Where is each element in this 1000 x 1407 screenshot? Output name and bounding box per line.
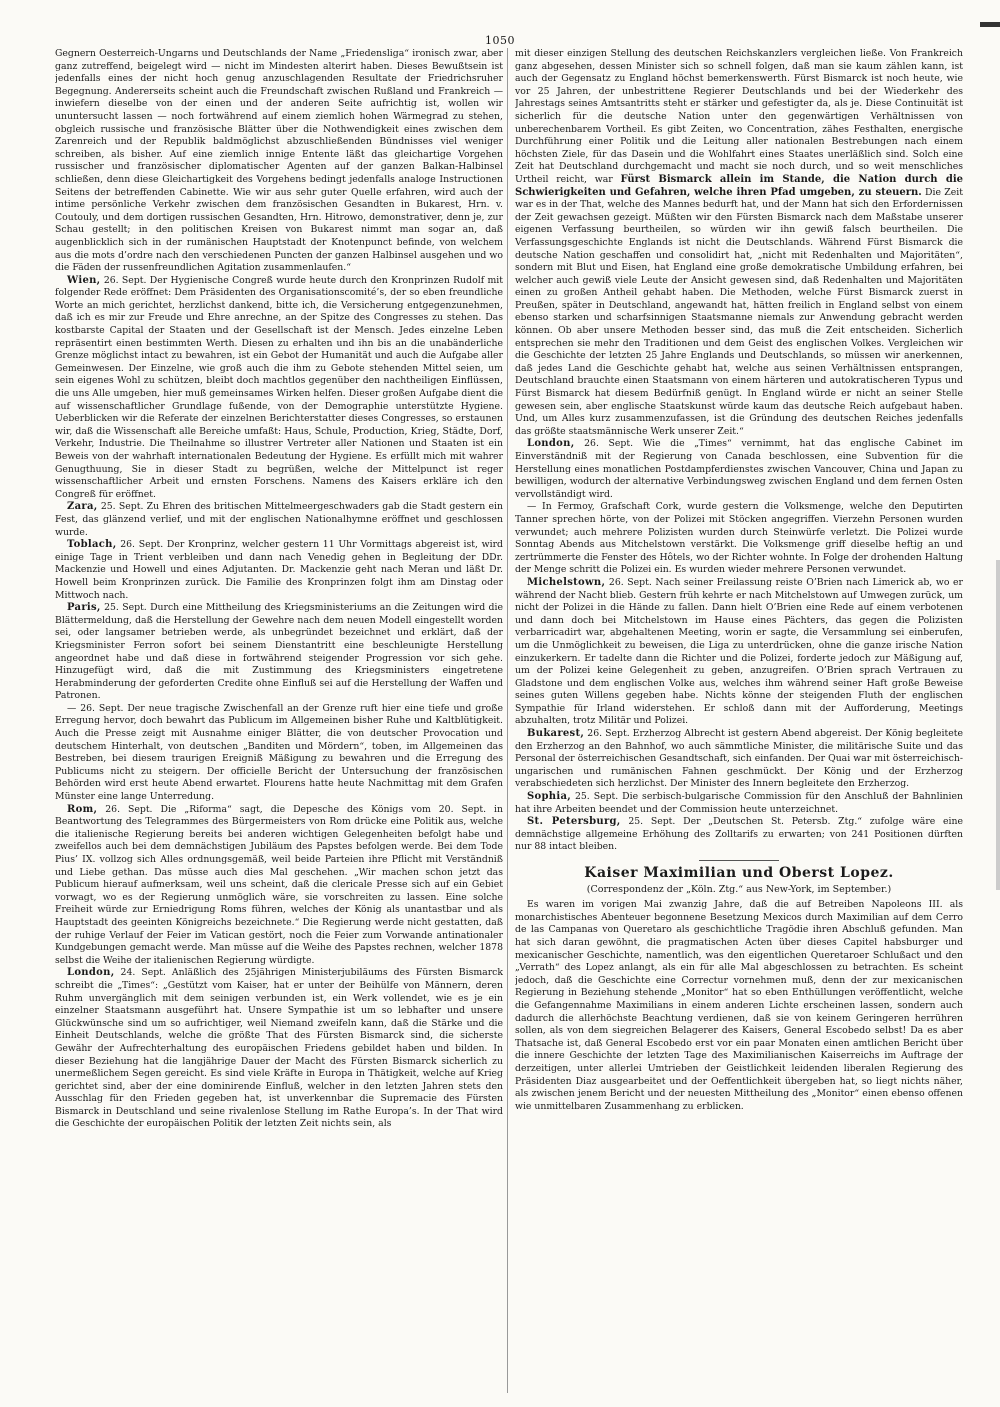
article-paragraph [55,539,503,602]
article-text: 26. Sept. Nach seiner Freilassung reiste O’Brien nach Limerick ab, wo er während der Nacht blieb. Gestern früh kehrte er nach Mitchelstown auf Umwegen zurück, um nicht der Polizei in die Hände zu fallen. Dann hielt O’Brien eine Rede auf einem verbotenen und dann doch bei Mitchelstown im Hause eines Pächters, das gegen die Polizisten verbarricadirt war, abgehaltenen Meeting, worin er sagte, die Versammlung sei einberufen, um die Unmöglichkeit zu beweisen, die Liga zu unterdrücken, ohne die ganze irische Nation einzukerkern. Er tadelte dann die Richter und die Polizei, forderte jedoch zur Mäßigung auf, um der Polizei keine Gelegenheit zu geben, anzugreifen. O’Brien sprach Vertrauen zu Gladstone und dem englischen Volke aus, welches ihm während seiner Haft große Beweise seines guten Willens gegeben habe. Nichts könne der steigenden Fluth der englischen Sympathie für Irland widerstehen. Er schloß dann mit der Aufforderung, Meetings abzuhalten, trotz Militär und Polizei. [515,576,963,727]
page-number: 1050 [485,34,515,47]
dateline-place: Zara, [67,501,98,513]
article-text: 25. Sept. Zu Ehren des britischen Mittelmeergeschwaders gab die Stadt gestern ein Fest, das glänzend verlief, und mit der englischen Nationalhymne eröffnet und geschlossen wurde. [55,501,503,538]
article-text: 26. Sept. Erzherzog Albrecht ist gestern Abend abgereist. Der König begleitete den Erzherzog an den Bahnhof, wo auch sämmtliche Minister, die militärische Suite und das Personal der österreichischen Gesandtschaft, sich einfanden. Der Quai war mit österreichisch-ungarischen und rumänischen Fahnen geschmückt. Der König und der Erzherzog verabschiedeten sich herzlichst. Der Minister des Innern begleitete den Erzherzog. [515,728,963,790]
article-text: 26. Sept. Der Kronprinz, welcher gestern 11 Uhr Vormittags abgereist ist, wird einige Tage in Trient verbleiben und dann nach Venedig gehen in Begleitung der DDr. Mackenzie und Howell und eines Adjutanten. Dr. Mackenzie geht nach Meran und läßt Dr. Howell beim Kronprinzen zurück. Die Familie des Kronprinzen folgt ihm am Dinstag oder Mittwoch nach. [55,539,503,601]
dateline-place: Wien, [67,274,101,286]
left-column [55,48,503,1393]
dateline-place: Toblach, [67,539,117,551]
dateline-place: London, [67,967,115,979]
dateline-place: Bukarest, [527,728,585,740]
dateline-place: Sophia, [527,791,572,803]
dateline-place: London, [527,438,575,450]
article-text: 26. Sept. Der Hygienische Congreß wurde heute durch den Kronprinzen Rudolf mit folgender Rede eröffnet: Dem Präsidenten des Organisationscomité’s, der so eben freundliche Worte an mich gerichtet, herzlichst dankend, bitte ich, die Versicherung entgegenzunehmen, daß ich es mir zur Freude und Ehre anrechne, an der Spitze des Congresses zu stehen. Das kostbarste Capital der Staaten und der Gesellschaft ist der Mensch. Jedes einzelne Leben repräsentirt einen bestimmten Werth. Diesen zu erhalten und ihn bis an die unabänderliche Grenze möglichst intact zu bewahren, ist ein Gebot der Humanität und auch die Aufgabe aller Gemeinwesen. Der Einzelne, wie groß auch die ihm zu Gebote stehenden Mittel seien, um sein eigenes Wohl zu schützen, bleibt doch machtlos gegenüber den nachtheiligen Einflüssen, die uns Alle umgeben, hier muß gemeinsames Wirken helfen. Dieser großen Aufgabe dient die auf wissenschaftlicher Grundlage fußende, von der Demographie unterstützte Hygiene. Ueberblicken wir die Referate der einzelnen Berichterstatter dieses Congresses, so erstaunen wir, daß die Wissenschaft alle Bereiche umfaßt: Haus, Schule, Production, Krieg, Städte, Dorf, Verkehr, Industrie. Die Theilnahme so illustrer Vertreter aller Nationen und Staaten ist ein Beweis von der wahrhaft internationalen Bedeutung der Hygiene. Es erfüllt mich mit wahrer Genugthuung, Sie in dieser Stadt zu begrüßen, welche der Mittelpunct ist reger wissenschaftlicher Arbeit und ernsten Forschens. Namens des Kaisers erkläre ich den Congreß für eröffnet. [55,274,503,500]
article-paragraph [515,816,963,854]
article-text: Die Zeit war es in der That, welche des Mannes bedurft hat, und der Mann hat sich den Erfordernissen der Zeit gewachsen gezeigt. Müßten wir den Fürsten Bismarck nach dem Maßstabe unserer eigenen Verfassung beurtheilen, so würden wir ihn gewiß falsch beurtheilen. Die Verfassungsgeschichte Englands ist nicht die Deutschlands. Während Fürst Bismarck die deutsche Nation geschaffen und consolidirt hat, „nicht mit Redenhalten und Majoritäten“, sondern mit Blut und Eisen, hat England eine große demokratische Umbildung erfahren, bei welcher auch gewiß viele Leute der Ansicht gewesen sind, daß Redenhalten und Majoritäten einen zu großen Antheil gehabt haben. Die Methoden, welche Fürst Bismarck zuerst in Preußen, später in Deutschland, angewandt hat, hätten freilich in England selbst von einem ebenso starken und scharfsinnigen Staatsmanne niemals zur Anwendung gebracht werden können. Ob aber unsere Methoden besser sind, das muß die Zeit entscheiden. Sicherlich entsprechen sie mehr den Traditionen und dem Geist des englischen Volkes. Vergleichen wir die Geschichte der letzten 25 Jahre Englands und Deutschlands, so müssen wir anerkennen, daß jedes Land die Geschichte gehabt hat, welche aus seinen Verhältnissen entsprangen, Deutschland brauchte einen Staatsmann von einem härteren und autokratischeren Typus und Fürst Bismarck hat diesem Bedürfniß genügt. In England würde er nicht an seiner Stelle gewesen sein, aber englische Staatskunst würde kaum das deutsche Reich aufgebaut haben. Und, um Alles kurz zusammenzufassen, ist die Gründung des deutschen Reiches jedenfalls das größte staatsmännische Werk unserer Zeit.“ [515,186,963,437]
article-paragraph [55,602,503,703]
dateline-place: St. Petersburg, [527,816,621,828]
article-text: 25. Sept. Die serbisch-bulgarische Commission für den Anschluß der Bahnlinien hat ihre Arbeiten beendet und der Commission heute unterzeichnet. [515,791,963,815]
article-paragraph [55,48,503,275]
scan-side-shadow [996,560,1000,890]
dateline-place: Michelstown, [527,576,606,588]
article-paragraph [55,501,503,539]
article-paragraph [55,703,503,804]
article-paragraph [515,501,963,577]
dateline-place: Paris, [67,602,101,614]
article-paragraph [515,791,963,816]
article-text: 25. Sept. Der „Deutschen St. Petersb. Ztg.“ zufolge wäre eine demnächstige allgemeine Erhöhung des Zolltarifs zu erwarten; von 241 Positionen dürften nur 88 intact bleiben. [515,816,963,853]
scan-edge-mark [980,22,1000,27]
emphasized-text: Fürst Bismarck allein im Stande, die Nation durch die Schwierigkeiten und Gefahren, welche ihren Pfad umgeben, zu steuern. [515,173,963,198]
right-column-articles [515,48,963,854]
feature-title: Kaiser Maximilian und Oberst Lopez. [584,865,894,881]
article-paragraph [55,804,503,968]
article-text: — 26. Sept. Der neue tragische Zwischenfall an der Grenze ruft hier eine tiefe und große Erregung hervor, doch bewahrt das Publicum im Allgemeinen bisher Ruhe und Kaltblütigkeit. Auch die Presse zeigt mit Ausnahme einiger Blätter, die von deutscher Provocation und deutschem Hinterhalt, von deutschen „Banditen und Mördern“, toben, im Allgemeinen das Bestreben, bei diesem traurigen Ereigniß Mäßigung zu bewahren und die Erregung des Publicums nicht zu steigern. Der officielle Bericht der Untersuchung der französischen Behörden wird erst heute Abend erwartet. Flourens hatte heute Nachmittag mit dem Grafen Münster eine lange Unterredung. [55,702,503,803]
section-rule [699,860,779,861]
article-paragraph [55,967,503,1131]
article-text: — In Fermoy, Grafschaft Cork, wurde gestern die Volksmenge, welche den Deputirten Tanner sprechen hörte, von der Polizei mit Stöcken angegriffen. Vierzehn Personen wurden verwundet; auch mehrere Polizisten wurden durch Steinwürfe verletzt. Die Polizei wurde Sonntag Abends aus Mitchelstown verstärkt. Die Volksmenge griff dieselbe heftig an und zertrümmerte die Fenster des Hôtels, wo der Richter wohnte. In Folge der drohenden Haltung der Menge schritt die Polizei ein. Es wurden wieder mehrere Personen verwundet. [515,501,963,576]
feature-body: Es waren im vorigen Mai zwanzig Jahre, daß die auf Betreiben Napoleons III. als monarchistisches Abenteuer begonnene Besetzung Mexicos durch Maximilian auf dem Cerro de las Campanas von Queretaro als geschichtliche Tragödie ihren Abschluß gefunden. Man hat sich daran gewöhnt, die pragmatischen Acten über dieses Capitel habsburger und mexicanischer Geschichte, namentlich, was den eigentlichen Queretaroer Schlußact und den „Verrath“ des Lopez anlangt, als ein für alle Mal abgeschlossen zu betrachten. Es scheint jedoch, daß die Geschichte eine Correctur vornehmen muß, denn der zur mexicanischen Regierung in Beziehung stehende „Monitor“ hat so eben Enthüllungen veröffentlicht, welche die Gefangennahme Maximilians in einem anderen Lichte erscheinen lassen, sondern auch dadurch die allerhöchste Beachtung verdienen, daß sie von keinem Geringeren herrühren sollen, als von dem siegreichen Belagerer des Kaisers, General Escobedo selbst! Da es aber Thatsache ist, daß General Escobedo erst vor ein paar Monaten einen amtlichen Bericht über die innere Geschichte der letzten Tage des Maximilianischen Kaiserreichs im Auftrage der derzeitigen, unter allerlei Umtrieben der Geistlichkeit leidenden liberalen Regierung des Präsidenten Diaz ausgearbeitet und der Oeffentlichkeit übergeben hat, so liegt nichts näher, als zwischen jenem Bericht und der neuesten Mittheilung des „Monitor“ einen ebenso offenen wie unmittelbaren Zusammenhang zu erblicken. [515,899,963,1112]
article-paragraph [515,728,963,791]
article-paragraph [515,577,963,728]
column-divider [507,48,508,1393]
right-column [515,48,963,1393]
article-text: Gegnern Oesterreich-Ungarns und Deutschlands der Name „Friedensliga“ ironisch zwar, aber ganz zutreffend, beigelegt wird — nicht im Mindesten alterirt haben. Dieses Bewußtsein ist jedenfalls eines der nicht hoch genug anzuschlagenden Resultate der Friedrichsruher Begegnung. Andererseits scheint auch die Freundschaft zwischen Rußland und Frankreich — inwiefern dieselbe von der einen und der anderen Seite aufrichtig ist, wollen wir ununtersucht lassen — noch fortwährend auf einem ziemlich hohen Wärmegrad zu stehen, obgleich russische und französische Blätter über die Nothwendigkeit eines zwischen dem Zarenreich und der Republik baldmöglichst abzuschließenden Bündnisses viel weniger schreiben, als bisher. Auf eine ziemlich innige Entente läßt das gleichartige Vorgehen russischer und französischer diplomatischer Agenten auf der ganzen Balkan-Halbinsel schließen, denn diese Gleichartigkeit des Vorgehens bedingt jedenfalls analoge Instructionen Seitens der betreffenden Cabinette. Wie wir aus sehr guter Quelle erfahren, wird auch der intime persönliche Verkehr zwischen dem französischen Gesandten in Bukarest, Hrn. v. Coutouly, und dem dortigen russischen Gesandten, Hrn. Hitrowo, demonstrativer, denn je, zur Schau gestellt; in den politischen Kreisen von Bukarest nimmt man sogar an, daß augenblicklich sich in der rumänischen Hauptstadt der Knotenpunct befinde, von welchem aus die mots d’ordre nach den verschiedenen Puncten der ganzen Halbinsel ausgehen und wo die Fäden der russenfreundlichen Agitation zusammenlaufen.“ [55,48,503,274]
dateline-place: Rom, [67,803,98,815]
article-text: 26. Sept. Die „Riforma“ sagt, die Depesche des Königs vom 20. Sept. in Beantwortung des Telegrammes des Bürgermeisters von Rom drücke eine Politik aus, welche die italienische Regierung bereits bei anderen wichtigen Gelegenheiten befolgt habe und zweifellos auch bei dem demnächstigen Jubiläum des Papstes befolgen werde. Bei dem Tode Pius’ IX. vollzog sich Alles ordnungsgemäß, weil beide Parteien ihre Pflicht mit Verständniß und Liebe gethan. Das müsse auch dies Mal geschehen. „Wir machen schon jetzt das Publicum hierauf aufmerksam, weil uns scheint, daß die clericale Presse sich auf ein Gebiet vorwagt, wo es der Regierung unmöglich wäre, sie vorschreiten zu lassen. Eine solche Freiheit würde zur Erniedrigung Roms führen, welches der König als unantastbar und als Hauptstadt des geeinten Königreichs bezeichnete.“ Die Regierung werde nicht gestatten, daß der ruhige Verlauf der Feier im Vatican gestört, noch die Feier zum Vorwande antinationaler Kundgebungen gemacht werde. Man müsse auf die Weihe des Papstes rechnen, welcher 1878 selbst die Weihe der italienischen Regierung würdigte. [55,803,503,966]
article-paragraph [515,438,963,501]
article-paragraph [515,48,963,438]
article-text: mit dieser einzigen Stellung des deutschen Reichskanzlers vergleichen ließe. Von Frankreich ganz abgesehen, dessen Minister sich so schnell folgen, daß man sie kaum zählen kann, ist auch der Gegensatz zu England höchst bemerkenswerth. Fürst Bismarck ist noch heute, wie vor 25 Jahren, der unbestrittene Regierer Deutschlands und bei der Wiederkehr des Jahrestags seines Amtsantritts steht er stärker und gefestigter da, als je. Diese Continuität ist sicherlich für die deutsche Nation unter den gegenwärtigen Verhältnissen von unberechenbarem Vortheil. Es gibt Zeiten, wo Concentration, zähes Festhalten, energische Durchführung einer Politik und die Leitung aller nationalen Bestrebungen nach einem höchsten Ziele, für das Dasein und die Wohlfahrt eines Staates unerläßlich sind. Solch eine Zeit hat Deutschland durchgemacht und macht sie noch durch, und so weit menschliches Urtheil reicht, war [515,48,963,185]
article-text: 24. Sept. Anläßlich des 25jährigen Ministerjubiläums des Fürsten Bismarck schreibt die „Times“: „Gestützt vom Kaiser, hat er unter der Beihülfe von Männern, deren Ruhm unvergänglich mit dem seinigen verbunden ist, ein Werk vollendet, wie es je ein einzelner Staatsmann ausgeführt hat. Unsere Sympathie ist um so lebhafter und unsere Glückwünsche sind um so aufrichtiger, weil Niemand zweifeln kann, daß die Stärke und die Einheit Deutschlands, welche die größte That des Fürsten Bismarck sind, die sicherste Gewähr der Aufrechterhaltung des europäischen Friedens gebildet haben und bilden. In dieser Beziehung hat die langjährige Dauer der Macht des Fürsten Bismarck sicherlich zu unermeßlichem Segen gereicht. Es sind viele Kräfte in Europa in Thätigkeit, welche auf Krieg gerichtet sind, aber der eine dominirende Einfluß, welcher in den letzten Jahren stets den Ausschlag für den Frieden gegeben hat, ist unverkennbar die Supremacie des Fürsten Bismarck in Deutschland und seine rivalenlose Stellung im Rathe Europa’s. In der That wird die Geschichte der europäischen Politik der letzten Zeit nichts sein, als [55,967,503,1130]
feature-subtitle: (Correspondenz der „Köln. Ztg.“ aus New-York, im September.) [586,883,892,895]
article-paragraph [55,275,503,502]
article-text: 25. Sept. Durch eine Mittheilung des Kriegsministeriums an die Zeitungen wird die Blättermeldung, daß die Herstellung der Gewehre nach dem neuen Modell eingestellt worden sei, oder langsamer betrieben werde, als unbegründet bezeichnet und erklärt, daß der Kriegsminister Ferron sofort bei seinem Dienstantritt eine beschleunigte Herstellung angeordnet habe und daß diese in fortwährend steigender Progression vor sich gehe. Hinzugefügt wird, daß die mit Zustimmung des Kriegsministers eingetretene Herabminderung der geforderten Credite ohne Einfluß sei auf die Herstellung der Waffen und Patronen. [55,602,503,702]
article-text: 26. Sept. Wie die „Times“ vernimmt, hat das englische Cabinet im Einverständniß mit der Regierung von Canada beschlossen, eine Subvention für die Herstellung eines monatlichen Postdampferdienstes zwischen Vancouver, China und Japan zu bewilligen, wodurch der alternative Verbindungsweg zwischen England und dem fernen Osten vervollständigt wird. [515,438,963,500]
